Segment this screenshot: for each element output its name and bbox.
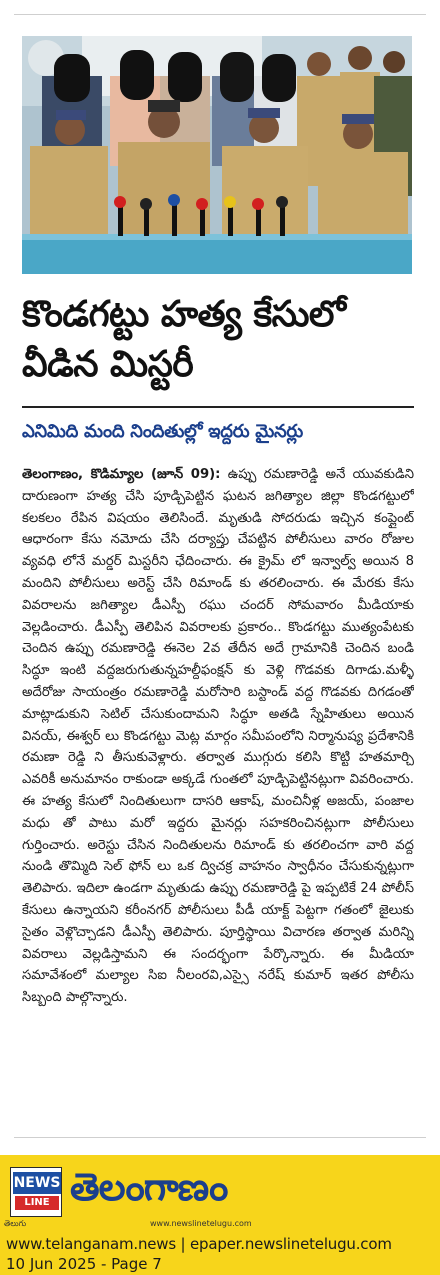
- article-body-text: ఉప్పు రమణారెడ్డి అనే యువకుడిని దారుణంగా హత్య చేసి పూడ్చిపెట్టిన ఘటన జగిత్యాల జిల్లా కొండగట్టులో కలకలం రేపిన విషయం తెలిసిందే. మృతుడి సోదరుడు ఇచ్చిన కంప్లైంట్ ఆధారంగా కేసు నమోదు చేసి దర్యాప్తు చేపట్టిన పోలీసులు వారం రోజుల వ్యవధి లోనే మర్డర్ మిస్టరీని ఛేదించారు. ఈ క్రైమ్ లో ఇన్వాల్వ్ అయిన 8 మందిని పోలీసులు అరెస్ట్ చేసి రిమాండ్ కు తరలించారు. ఈ మేరకు కేసు వివరాలను జగిత్యాల డీఎస్పీ రఘు చందర్ సోమవారం మీడియాకు వెల్లడించారు. డీఎస్పీ తెలిపిన వివరాలకు ప్రకారం.. కొండగట్టు ముత్యంపేటకు చెందిన ఉప్పు రమణారెడ్డి ఈనెల 2వ తేదీన అదే గ్రామానికి చెందిన బండి సిద్ధూ ఇంటి వద్దజరుగుతున్నహల్దీఫంక్షన్ కు వెళ్లి గొడవకు దిగాడు.మళ్ళీ అదేరోజు సాయంత్రం రమణారెడ్డి మరోసారి బస్టాండ్ వద్ద గొడవకు దిగడంతో మాట్లాడుకుని సెటిల్ చేసుకుందామని సిద్ధూ అతడి స్నేహితులు అయిన వినయ్, ఈశ్వర్ లు కొండగట్టు మెట్ల మార్గం సమీపంలోని నిర్మానుష్య ప్రదేశానికి రమణా రెడ్డి ని తీసుకువెళ్లారు. తర్వాత ముగ్గురు కలిసి కొట్టి హతమార్చి ఎవరికీ అనుమానం రాకుండా అక్కడే గుంతలో పూడ్చిపెట్టినట్లుగా వివరించారు. ఈ హత్య కేసులో నిందితులుగా దాసరి ఆకాష్, మంచినీళ్ల అజయ్, పంజాల మధు తో పాటు మరో ఇద్దరు మైనర్లు సహకరించినట్లుగా పోలీసులు గుర్తించారు. అరెస్టు చేసిన నిందితులను రిమాండ్ కు తరలించగా వారి వద్ద నుండి తొమ్మిది సెల్ ఫోన్ లు ఒక ద్విచక్ర వాహనం స్వాధీనం చేసుకున్నట్లుగా తెలిపారు. ఇదిలా ఉండగా మృతుడు ఉప్పు రమణారెడ్డి పై ఇప్పటికే 24 పోలీస్ కేసులు ఉన్నాయని కరీంనగర్ పోలీసులు పీడీ యాక్ట్ పెట్టగా గతంలో జైలుకు సైతం వెళ్లొచ్చాడని డీఎస్పీ తెలిపారు. పూర్తిస్థాయి విచారణ తర్వాత మరిన్ని వివరాలు వెల్లడిస్తామని ఈ సందర్భంగా పేర్కొన్నారు. ఈ మీడియా సమావేశంలో మల్యాల సిఐ నీలంరవి,ఎస్సై నరేష్ కుమార్ ఇతర పోలీసు సిబ్బంది పాల్గొన్నారు.: [22, 467, 414, 1006]
- headline-line-2: వీడిన మిస్టరీ: [22, 344, 194, 385]
- clipping-border-top: [14, 14, 426, 15]
- footer-date: 10 Jun 2025 - Page 7: [6, 1255, 162, 1273]
- logo-news-text: NEWS: [13, 1172, 61, 1194]
- press-meet-photo: [22, 36, 412, 274]
- dateline: తెలంగాణం, కొడిమ్యాల (జూన్ 09):: [22, 467, 221, 482]
- logo-line-text: LINE: [15, 1196, 59, 1210]
- brand-url: www.newslinetelugu.com: [150, 1219, 252, 1228]
- clipping-border-bottom: [14, 1137, 426, 1138]
- footer-url-link[interactable]: www.telanganam.news | epaper.newslinetelugu.com: [6, 1235, 392, 1253]
- headline: [22, 290, 414, 390]
- footer-banner: [0, 1155, 440, 1275]
- brand-name: తెలంగాణం: [70, 1165, 228, 1209]
- headline-line-1: కొండగట్టు హత్య కేసులో: [22, 294, 346, 335]
- logo-telugu-caption: తెలుగు: [4, 1219, 27, 1228]
- subheadline: ఎనిమిది మంది నిందితుల్లో ఇద్దరు మైనర్లు: [22, 421, 303, 442]
- newsline-logo: [10, 1167, 62, 1217]
- headline-divider: [22, 406, 414, 408]
- article-body: [22, 464, 414, 1124]
